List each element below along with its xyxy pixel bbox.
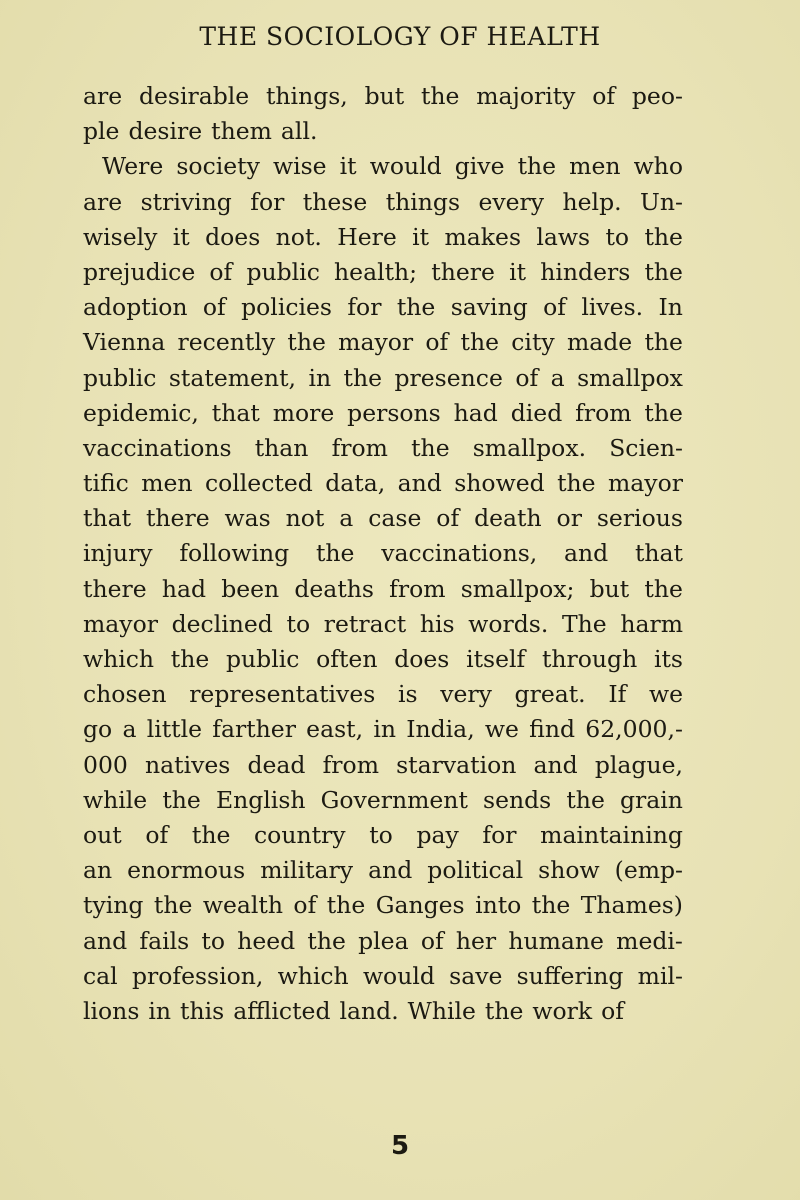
word: hinders (540, 257, 631, 286)
word: 62,000,- (585, 715, 683, 744)
word: serious (596, 504, 683, 533)
page-number: 5 (390, 1131, 410, 1161)
word: policies (241, 293, 332, 322)
word: If (608, 680, 627, 709)
word: more (272, 398, 335, 427)
word: 000 (83, 750, 128, 779)
word: a (550, 363, 565, 392)
word: is (397, 680, 418, 709)
text-line (83, 149, 683, 184)
word: them (211, 117, 272, 146)
word: of (425, 328, 449, 357)
word: majority (476, 82, 576, 110)
word: desirable (138, 82, 250, 110)
word: from (575, 398, 632, 427)
word: made (566, 328, 633, 357)
word: to (605, 222, 630, 251)
body-text (83, 79, 683, 1029)
word: the (343, 363, 383, 392)
word: great. (514, 680, 586, 709)
word: Thames) (580, 891, 683, 920)
word: public (246, 257, 320, 286)
word: political (427, 856, 524, 885)
word: into (475, 891, 522, 920)
word: lions (83, 996, 140, 1025)
word: find (529, 715, 576, 744)
word: chosen (83, 680, 167, 709)
word: it (412, 222, 430, 251)
word: Un- (640, 187, 683, 216)
word: the (420, 82, 460, 110)
word: often (316, 645, 378, 673)
word: work (532, 996, 593, 1025)
word: smallpox; (460, 574, 575, 603)
word: mayor (83, 609, 158, 638)
text-line (83, 431, 683, 466)
word: the (307, 926, 346, 955)
word: recently (177, 328, 276, 357)
word: there (145, 504, 210, 533)
word: from (331, 433, 388, 462)
text-line (83, 466, 683, 501)
word: through (541, 645, 638, 673)
word: sends (483, 785, 552, 814)
word: been (221, 574, 280, 603)
word: does (205, 222, 261, 251)
word: in (373, 715, 396, 744)
word: and (397, 469, 442, 498)
word: The (561, 609, 607, 638)
text-line (83, 572, 683, 607)
word: but (589, 574, 630, 603)
word: itself (466, 645, 526, 673)
word: Ganges (375, 891, 465, 920)
word: of (202, 293, 226, 322)
word: her (455, 926, 497, 955)
word: and (368, 856, 413, 885)
word: its (653, 645, 683, 673)
word: was (224, 504, 271, 533)
word: military (260, 856, 354, 885)
text-line (83, 818, 683, 853)
word: farther (212, 715, 296, 744)
word: showed (454, 469, 545, 498)
word: to (286, 609, 311, 638)
word: country (254, 820, 346, 849)
word: Government (320, 785, 468, 814)
word: profession, (131, 961, 264, 990)
word: a (339, 504, 354, 533)
word: natives (144, 750, 231, 779)
word: plague, (594, 750, 683, 779)
word: wise (272, 152, 327, 181)
word: injury (83, 539, 153, 568)
word: go (83, 715, 113, 744)
word: a (122, 715, 137, 744)
word: tific (83, 469, 129, 498)
word: and (533, 750, 578, 779)
word: it (509, 257, 527, 286)
text-line (83, 959, 683, 994)
word: the (162, 785, 201, 814)
text-line (83, 853, 683, 888)
word: tying (83, 891, 144, 920)
text-line (83, 185, 683, 220)
word: following (179, 539, 290, 568)
word: the (531, 891, 571, 920)
word: these (302, 187, 368, 216)
word: to (369, 820, 393, 849)
word: retract (323, 609, 407, 638)
word: who (633, 152, 683, 181)
word: show (538, 856, 600, 885)
word: that (83, 504, 132, 533)
word: are (83, 187, 123, 216)
word: the (191, 820, 231, 849)
word: cal (83, 961, 118, 990)
word: than (254, 433, 309, 462)
word: does (394, 645, 450, 673)
word: lives. (581, 293, 644, 322)
word: out (83, 820, 122, 849)
text-line (83, 748, 683, 783)
word: we (648, 680, 683, 709)
word: we (484, 715, 519, 744)
word: health; (334, 257, 418, 286)
word: there (431, 257, 495, 286)
word: wealth (202, 891, 283, 920)
word: from (322, 750, 379, 779)
word: smallpox. (472, 433, 587, 462)
word: mayor (608, 469, 683, 498)
text-line (83, 501, 683, 536)
word: epidemic, (83, 398, 199, 427)
word: the (644, 222, 683, 251)
text-line (83, 114, 683, 149)
word: laws (536, 222, 591, 251)
text-line (83, 79, 683, 114)
word: Here (337, 222, 397, 251)
word: peo- (631, 82, 683, 110)
word: makes (444, 222, 522, 251)
word: of (293, 891, 317, 920)
word: smallpox (577, 363, 683, 392)
word: very (440, 680, 492, 709)
word: had (161, 574, 207, 603)
word: fails (139, 926, 190, 955)
word: the (411, 433, 450, 462)
word: collected (204, 469, 313, 498)
word: the (557, 469, 596, 498)
word: in (148, 996, 172, 1025)
text-line (83, 325, 683, 360)
word: his (419, 609, 455, 638)
word: that (634, 539, 683, 568)
word: while (83, 785, 148, 814)
text-line (83, 361, 683, 396)
word: grain (619, 785, 683, 814)
text-line (83, 924, 683, 959)
word: and (563, 539, 609, 568)
word: the (517, 152, 557, 181)
text-line (83, 712, 683, 747)
word: desire (128, 117, 203, 146)
word: help. (562, 187, 622, 216)
word: and (83, 926, 128, 955)
word: give (454, 152, 505, 181)
word: mil- (637, 961, 683, 990)
text-line (83, 396, 683, 431)
word: the (644, 574, 683, 603)
word: declined (171, 609, 273, 638)
word: of (436, 504, 460, 533)
word: public (226, 645, 300, 673)
word: the (566, 785, 605, 814)
word: mayor (338, 328, 414, 357)
word: representatives (189, 680, 376, 709)
text-line (83, 783, 683, 818)
word: While (407, 996, 476, 1025)
word: the (287, 328, 326, 357)
word: had (453, 398, 498, 427)
word: Vienna (83, 328, 166, 357)
word: suffering (516, 961, 624, 990)
word: vaccinations, (381, 539, 538, 568)
word: for (482, 820, 517, 849)
text-line (83, 290, 683, 325)
word: enormous (127, 856, 246, 885)
word: all. (280, 117, 318, 146)
word: wisely (83, 222, 158, 251)
word: there (83, 574, 147, 603)
word: for (250, 187, 285, 216)
word: statement, (168, 363, 296, 392)
word: striving (140, 187, 232, 216)
word: would (362, 961, 435, 990)
word: deaths (294, 574, 374, 603)
word: harm (620, 609, 683, 638)
word: (emp- (614, 856, 683, 885)
word: save (449, 961, 503, 990)
word: plea (358, 926, 409, 955)
word: the (153, 891, 193, 920)
word: an (83, 856, 113, 885)
word: to (201, 926, 226, 955)
word: India, (406, 715, 475, 744)
word: little (146, 715, 203, 744)
word: died (510, 398, 563, 427)
running-head: THE SOCIOLOGY OF HEALTH (199, 22, 601, 51)
text-line (83, 607, 683, 642)
word: of (592, 82, 616, 110)
word: would (369, 152, 442, 181)
word: city (511, 328, 555, 357)
word: words. (468, 609, 549, 638)
text-line (83, 220, 683, 255)
word: this (180, 996, 225, 1025)
word: starvation (396, 750, 517, 779)
word: for (347, 293, 382, 322)
word: that (211, 398, 260, 427)
word: case (368, 504, 422, 533)
word: heed (237, 926, 296, 955)
word: In (658, 293, 683, 322)
word: afflicted (233, 996, 331, 1025)
word: of (601, 996, 625, 1025)
word: east, (306, 715, 364, 744)
word: of (543, 293, 566, 322)
word: the (644, 398, 683, 427)
word: which (83, 645, 155, 673)
word: not (285, 504, 325, 533)
word: it (339, 152, 357, 181)
word: of (145, 820, 169, 849)
word: the (396, 293, 436, 322)
word: or (556, 504, 582, 533)
word: the (644, 328, 683, 357)
word: land. (339, 996, 399, 1025)
word: dead (247, 750, 306, 779)
word: humane (508, 926, 604, 955)
word: adoption (83, 293, 188, 322)
word: the (315, 539, 355, 568)
word: vaccinations (83, 433, 232, 462)
word: which (277, 961, 349, 990)
word: English (215, 785, 306, 814)
text-line (83, 642, 683, 677)
word: data, (325, 469, 386, 498)
word: death (474, 504, 542, 533)
word: men (569, 152, 621, 181)
word: things (385, 187, 461, 216)
word: pay (416, 820, 459, 849)
word: from (389, 574, 446, 603)
word: men (141, 469, 193, 498)
word: not. (275, 222, 322, 251)
word: of (420, 926, 444, 955)
text-line (83, 255, 683, 290)
word: Scien- (609, 433, 683, 462)
word: of (209, 257, 233, 286)
word: saving (450, 293, 528, 322)
text-line (83, 677, 683, 712)
text-line (83, 536, 683, 571)
word: society (176, 152, 260, 181)
word: ple (83, 117, 120, 146)
word: in (308, 363, 332, 392)
word: the (326, 891, 366, 920)
word: but (364, 82, 405, 110)
word: Were (102, 152, 164, 181)
word: public (83, 363, 157, 392)
word: prejudice (83, 257, 196, 286)
text-line (83, 888, 683, 923)
word: persons (347, 398, 441, 427)
word: the (644, 257, 683, 286)
text-line (83, 994, 683, 1029)
word: every (478, 187, 545, 216)
word: are (83, 82, 123, 110)
word: presence (394, 363, 503, 392)
word: of (515, 363, 539, 392)
word: it (172, 222, 190, 251)
word: medi- (616, 926, 683, 955)
word: the (460, 328, 499, 357)
word: the (170, 645, 210, 673)
word: the (484, 996, 524, 1025)
word: maintaining (540, 820, 683, 849)
word: things, (265, 82, 348, 110)
